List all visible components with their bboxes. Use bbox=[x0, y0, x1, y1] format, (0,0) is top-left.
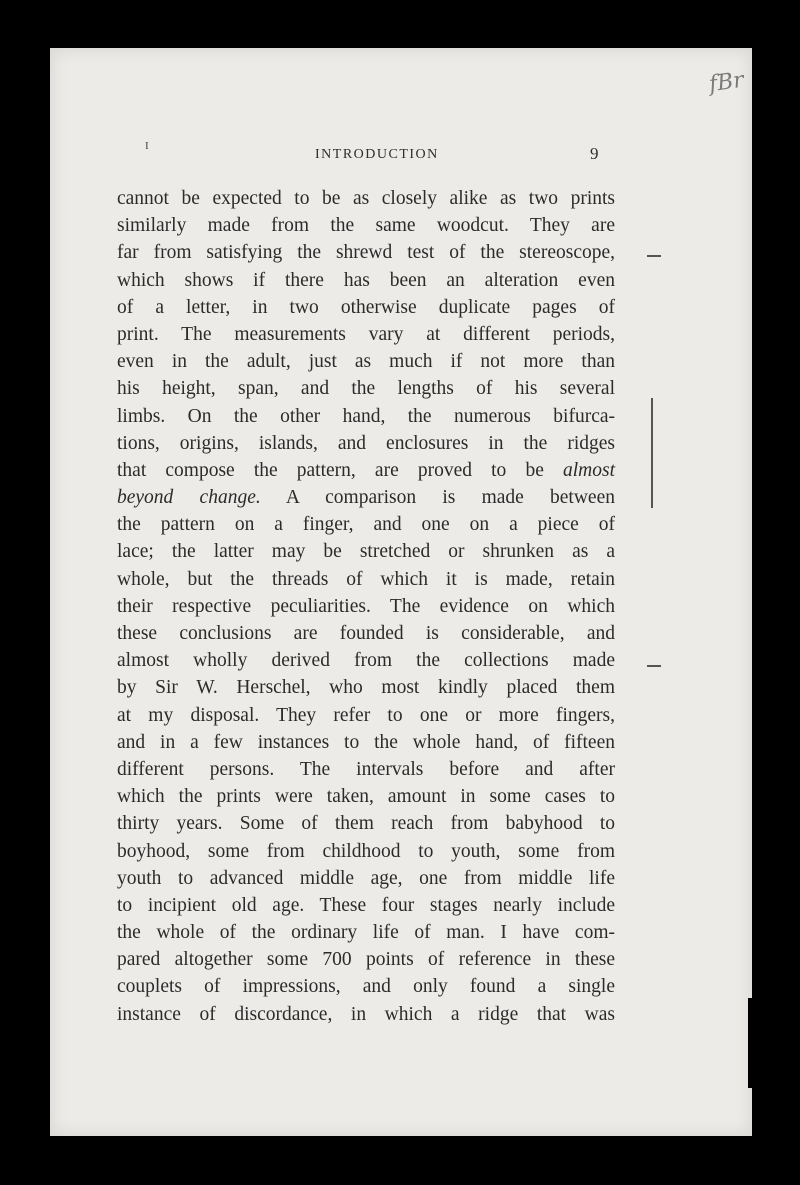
italic-text: almost bbox=[563, 459, 616, 481]
margin-tick bbox=[647, 665, 661, 667]
text-line-with-italic bbox=[117, 484, 615, 511]
margin-bracket-line bbox=[651, 398, 653, 508]
text-line-with-italic bbox=[117, 457, 615, 484]
text-line: even in the adult, just as much if not more than bbox=[117, 351, 615, 373]
text-line: youth to advanced middle age, one from middle life bbox=[117, 867, 615, 889]
body-paragraph bbox=[117, 185, 615, 1028]
text-line: and in a few instances to the whole hand, of fifteen bbox=[117, 731, 615, 753]
handwritten-corner-note: fBr bbox=[707, 67, 746, 98]
page-number: 9 bbox=[590, 144, 599, 163]
text-line: his height, span, and the lengths of his several bbox=[117, 378, 615, 400]
text-line: instance of discordance, in which a ridge that was bbox=[117, 1003, 615, 1025]
text-line: cannot be expected to be as closely alike as two prints bbox=[117, 188, 615, 209]
margin-tick bbox=[647, 255, 661, 257]
folio-mark: I bbox=[145, 140, 149, 152]
book-page bbox=[50, 48, 752, 1136]
text-line: tions, origins, islands, and enclosures in the ridges bbox=[117, 432, 615, 454]
text-line: almost wholly derived from the collections made bbox=[117, 650, 615, 672]
text-line: to incipient old age. These four stages nearly include bbox=[117, 894, 615, 916]
italic-text: beyond change. bbox=[117, 487, 261, 509]
text-line: different persons. The intervals before and after bbox=[117, 758, 615, 780]
text-line: print. The measurements vary at different periods, bbox=[117, 323, 615, 345]
text-line: boyhood, some from childhood to youth, some from bbox=[117, 840, 615, 862]
text-line: at my disposal. They refer to one or more fingers, bbox=[117, 704, 615, 726]
text-line: limbs. On the other hand, the numerous bifurca- bbox=[117, 405, 615, 427]
text-line: whole, but the threads of which it is made, retain bbox=[117, 568, 615, 590]
text-line: couplets of impressions, and only found a single bbox=[117, 976, 615, 998]
text-line: which the prints were taken, amount in some cases to bbox=[117, 786, 615, 808]
text-line: similarly made from the same woodcut. They are bbox=[117, 215, 615, 237]
running-head: INTRODUCTION bbox=[315, 147, 439, 162]
text-line: by Sir W. Herschel, who most kindly placed them bbox=[117, 677, 615, 699]
text-line: lace; the latter may be stretched or shrunken as a bbox=[117, 541, 615, 563]
text-segment: A comparison is made between bbox=[285, 487, 615, 509]
text-line: which shows if there has been an alteration even bbox=[117, 269, 615, 291]
text-line: these conclusions are founded is considerable, and bbox=[117, 623, 615, 644]
text-line: pared altogether some 700 points of reference in these bbox=[117, 949, 615, 971]
text-line: their respective peculiarities. The evidence on which bbox=[117, 595, 615, 617]
text-line: of a letter, in two otherwise duplicate pages of bbox=[117, 296, 615, 318]
text-segment: that compose the pattern, are proved to be bbox=[117, 459, 544, 481]
text-line: thirty years. Some of them reach from babyhood to bbox=[117, 813, 615, 835]
text-line: far from satisfying the shrewd test of the stereoscope, bbox=[117, 242, 615, 264]
text-line: the whole of the ordinary life of man. I have com- bbox=[117, 922, 615, 944]
text-line: the pattern on a finger, and one on a piece of bbox=[117, 514, 615, 536]
page-edge-shadow bbox=[748, 998, 752, 1088]
